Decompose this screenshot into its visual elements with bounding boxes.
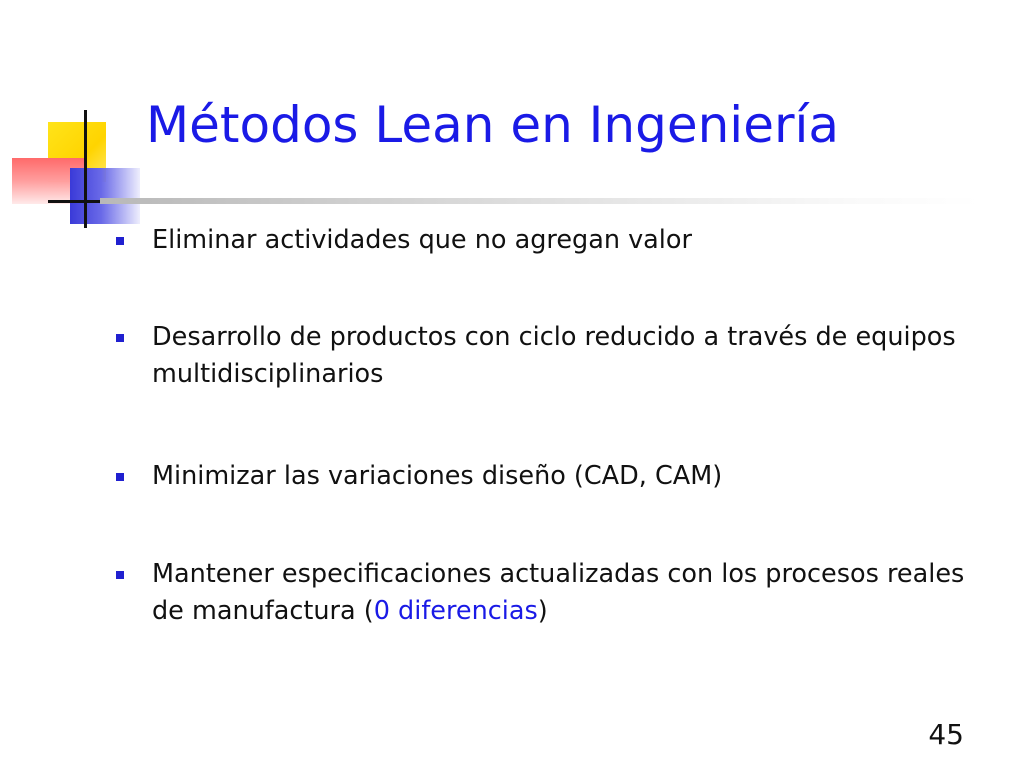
title-divider bbox=[100, 198, 980, 204]
bullet-text bbox=[152, 556, 982, 630]
bullet-text-part: ) bbox=[537, 596, 548, 626]
square-bullet-icon bbox=[116, 237, 124, 245]
highlight-zero-differences: 0 diferencias bbox=[373, 596, 538, 626]
logo-vertical-line bbox=[84, 110, 87, 228]
colored-squares-logo-icon bbox=[0, 0, 150, 240]
bullet-text-part: Mantener especificaciones actualizadas con los procesos reales de manufactura ( bbox=[152, 559, 965, 626]
slide-title: Métodos Lean en Ingeniería bbox=[146, 96, 840, 154]
page-number: 45 bbox=[928, 718, 964, 751]
square-bullet-icon bbox=[116, 571, 124, 579]
square-bullet-icon bbox=[116, 334, 124, 342]
logo-blue-square bbox=[70, 168, 140, 224]
bullet-text: Desarrollo de productos con ciclo reducido a través de equipos multidisciplinarios bbox=[152, 322, 956, 389]
bullet-text: Minimizar las variaciones diseño (CAD, CAM) bbox=[152, 461, 723, 491]
square-bullet-icon bbox=[116, 473, 124, 481]
bullet-text: Eliminar actividades que no agregan valor bbox=[152, 225, 692, 255]
